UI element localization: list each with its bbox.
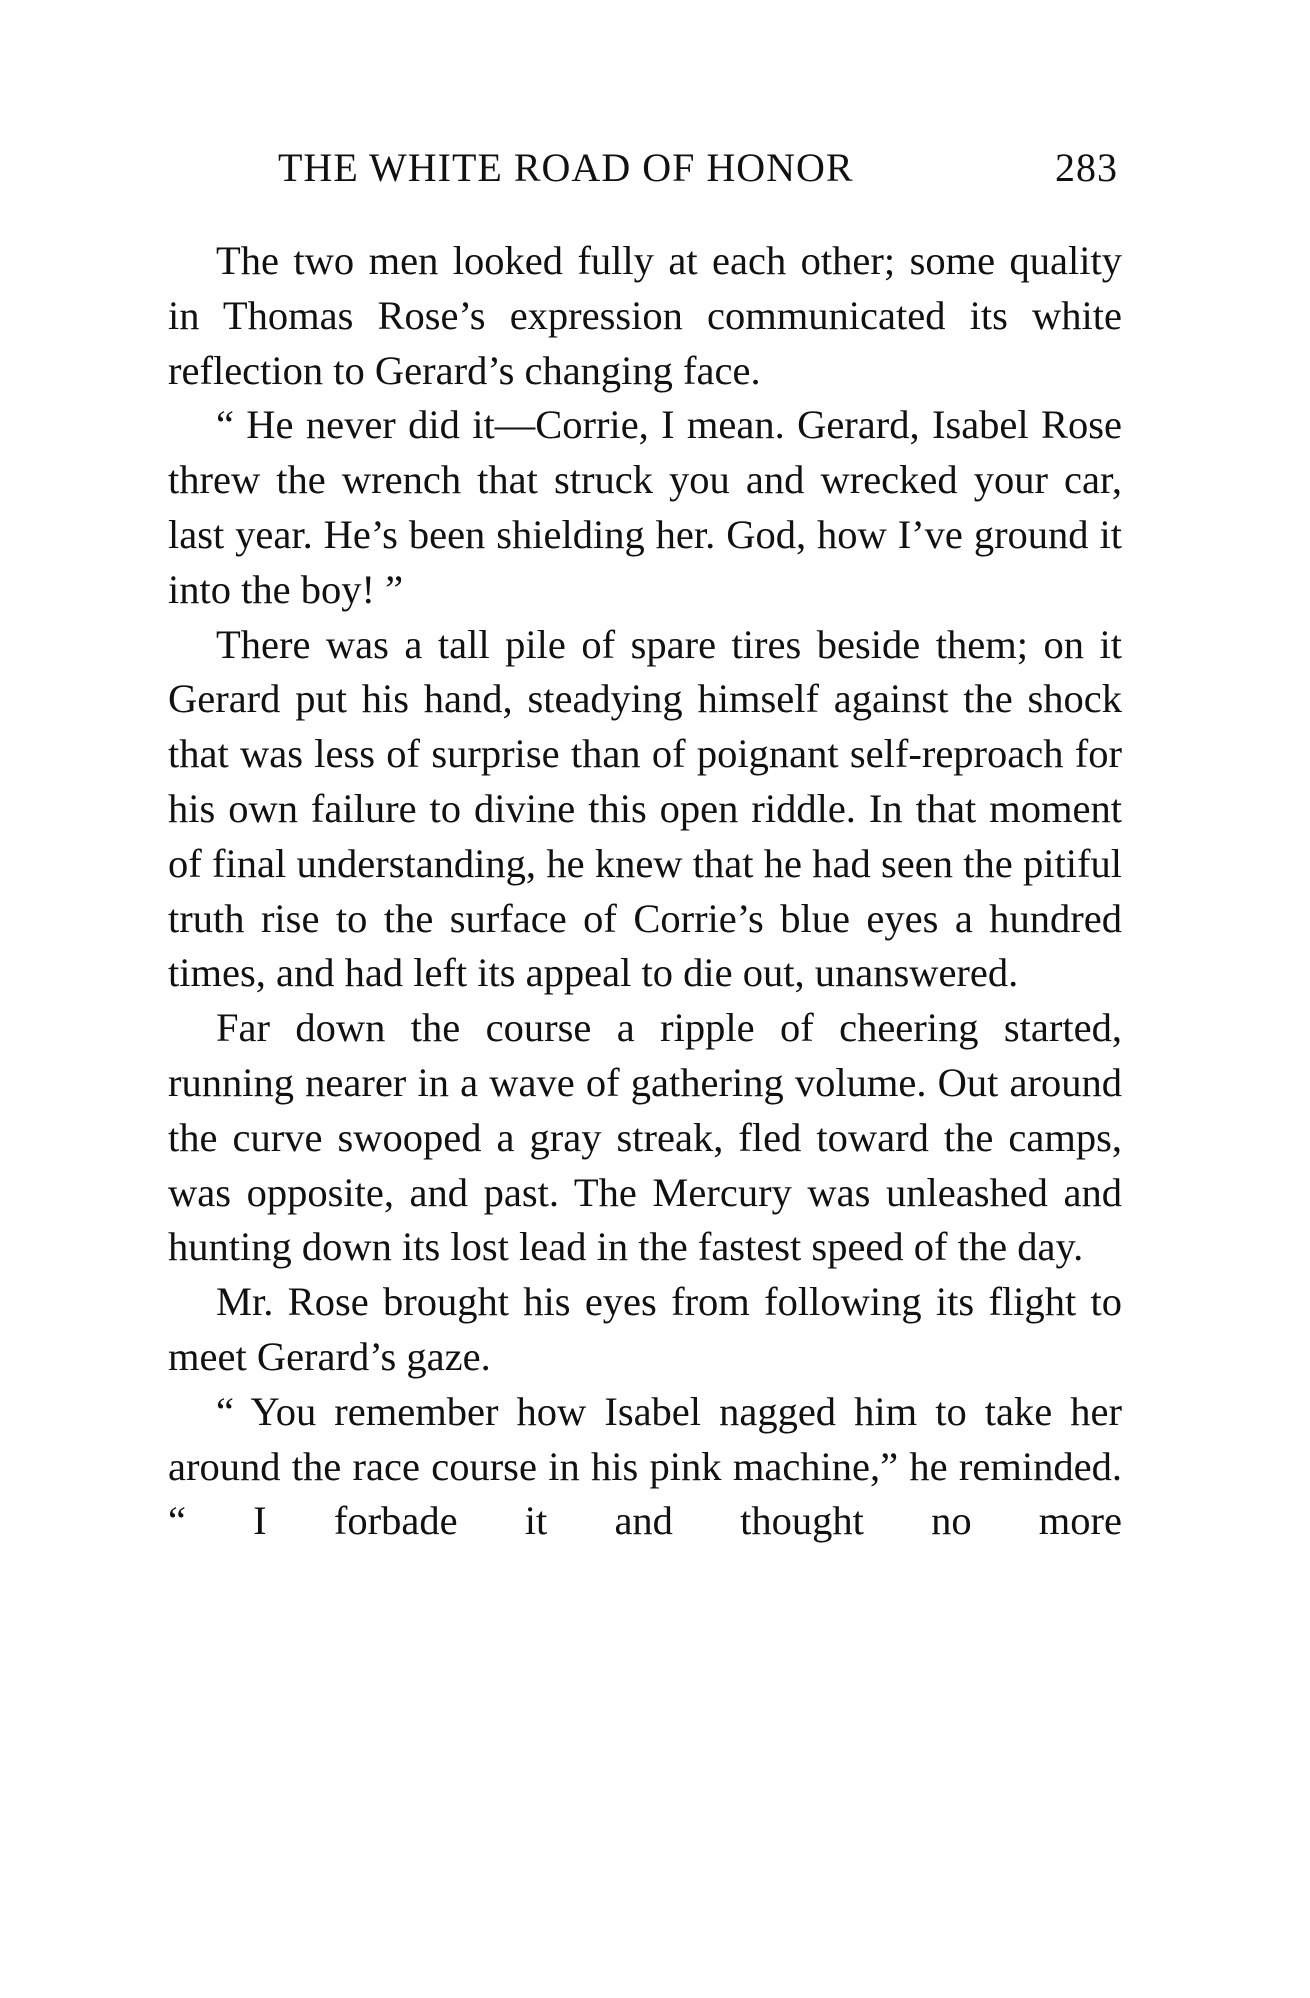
paragraph-2: “ He never did it—Corrie, I mean. Gerard, Isabel Rose threw the wrench that struck you and wrecked your car, last year. He’s been shielding her. God, how I’ve ground it into the boy! ” xyxy=(168,402,1122,612)
paragraph-4: Far down the course a ripple of cheering started, running nearer in a wave of gathering volume. Out around the curve swooped a gray streak, fled toward the camps, was opposite, and past. The Mercury was unleashed and hunting down its lost lead in the fastest speed of the day. xyxy=(168,1005,1122,1270)
running-title: THE WHITE ROAD OF HONOR xyxy=(278,145,854,190)
running-head xyxy=(278,138,1118,198)
page-number: 283 xyxy=(1055,145,1118,190)
paragraph-5: Mr. Rose brought his eyes from following its flight to meet Gerard’s gaze. xyxy=(168,1279,1122,1379)
body-text xyxy=(168,234,1122,1549)
paragraph-3: There was a tall pile of spare tires beside them; on it Gerard put his hand, steadying himself against the shock that was less of surprise than of poignant self-reproach for his own failure to divine this open riddle. In that moment of final understanding, he knew that he had seen the pitiful truth rise to the surface of Corrie’s blue eyes a hundred times, and had left its appeal to die out, unanswered. xyxy=(168,621,1122,996)
paragraph-6: “ You remember how Isabel nagged him to take her around the race course in his pink machine,” he reminded. “ I forbade it and thought no more xyxy=(168,1388,1122,1544)
paragraph-1: The two men looked fully at each other; some quality in Thomas Rose’s expression communicated its white reflection to Gerard’s changing face. xyxy=(168,238,1122,393)
